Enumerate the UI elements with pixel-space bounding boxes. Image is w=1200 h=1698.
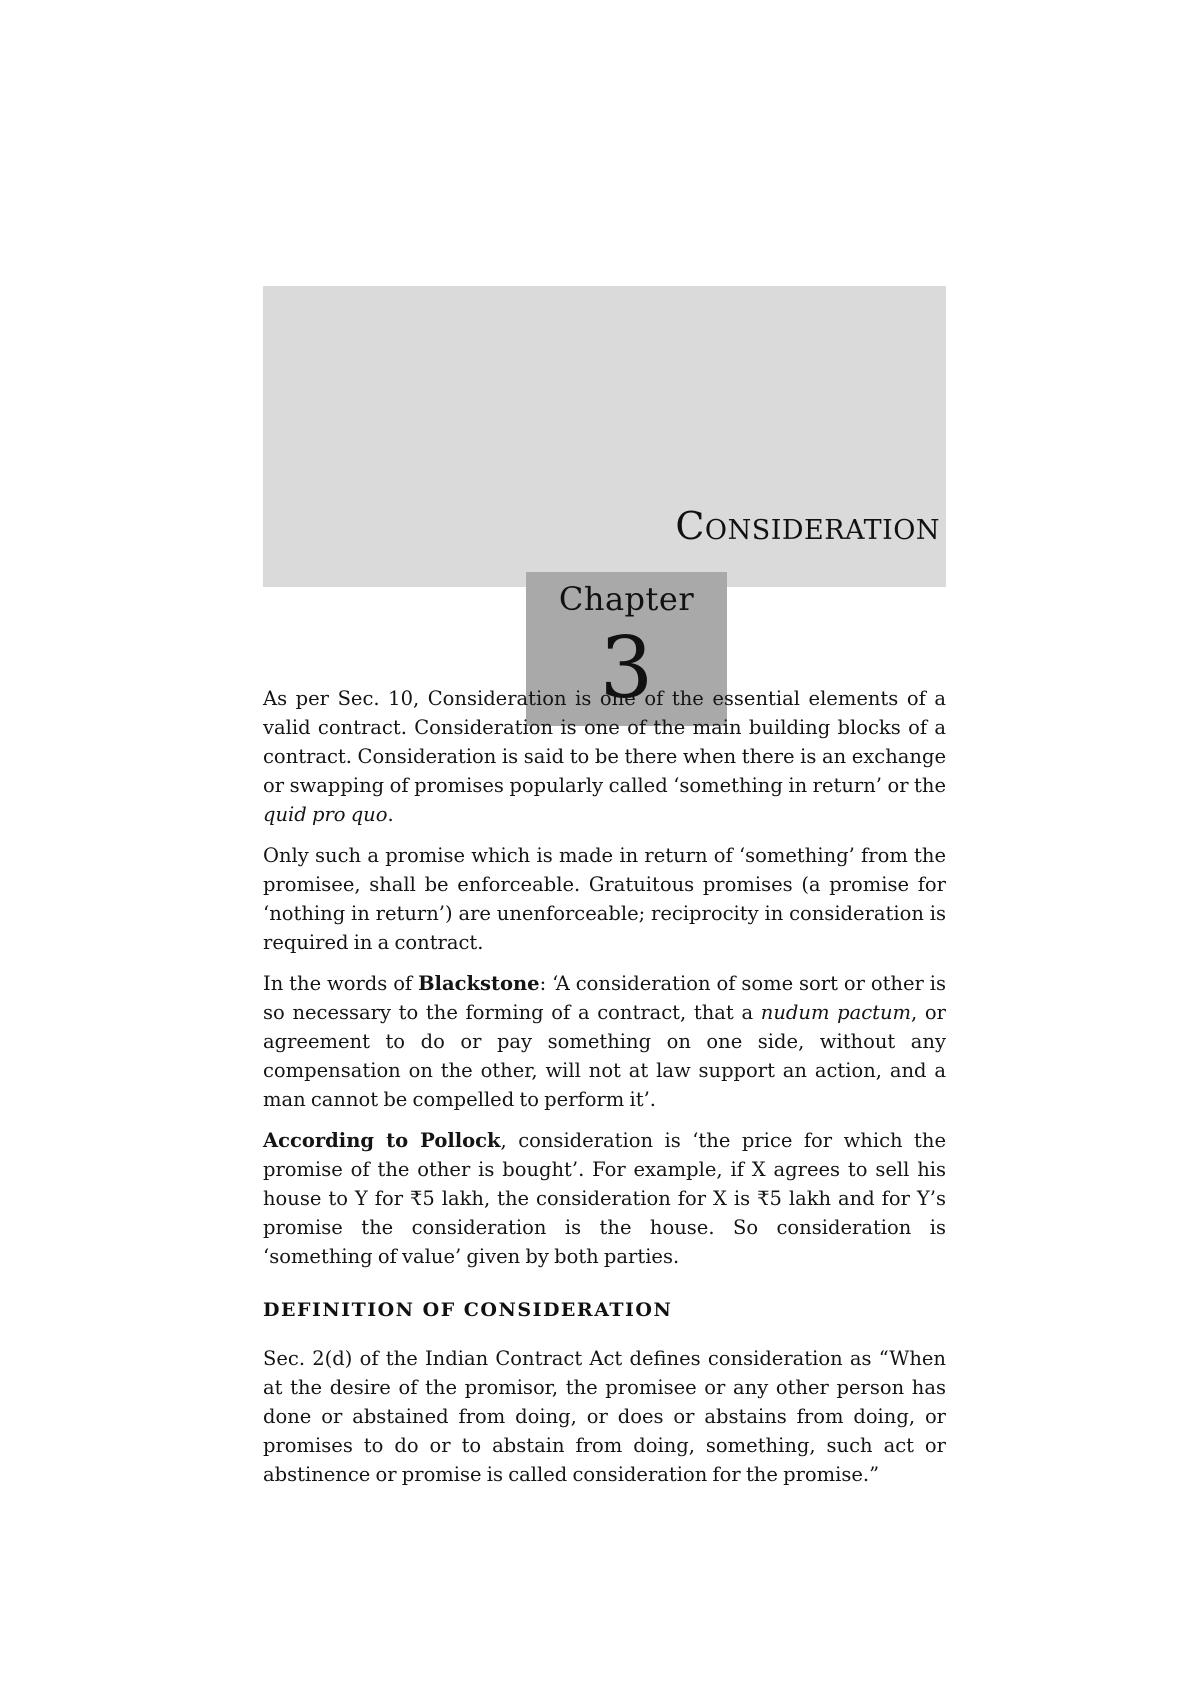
enforceability-paragraph: Only such a promise which is made in return of ‘something’ from the promisee, shall be enforceable. Gratuitous promises (a promise for ‘nothing in return’) are unenforceable; reciprocity in consideration is required in a contract. bbox=[263, 844, 946, 954]
pollock-text: , consideration is ‘the price for which the promise of the other is bought’. For example, if X agrees to sell his house to Y for ₹5 lakh, the consideration for X is ₹5 lakh and for Y’s promise the consideration is the house. So consideration is ‘something of value’ given by both parties. bbox=[263, 1129, 946, 1268]
blackstone-quote-start: : ‘A consideration of some sort or other is so necessary to the forming of a contract, that a bbox=[263, 972, 946, 1024]
chapter-body bbox=[263, 684, 946, 1489]
blackstone-quote-end: , or agreement to do or pay something on one side, without any compensation on the other, will not at law support an action, and a man cannot be compelled to perform it’. bbox=[263, 1001, 946, 1111]
chapter-header-band bbox=[263, 286, 946, 717]
blackstone-lead: In the words of bbox=[263, 972, 419, 995]
blackstone-paragraph bbox=[263, 969, 946, 1114]
chapter-label: Chapter bbox=[558, 580, 695, 618]
pollock-paragraph bbox=[263, 1126, 946, 1271]
blackstone-name: Blackstone bbox=[418, 972, 540, 995]
chapter-title: Consideration bbox=[675, 504, 940, 548]
intro-latin-term: quid pro quo bbox=[263, 803, 388, 826]
intro-text: As per Sec. 10, Consideration is one of the essential elements of a valid contract. Consideration is one of the main building blocks of a contract. Consideration is said to be there when there is an exchange or swapping of promises popularly called ‘something in return’ or the bbox=[263, 687, 946, 797]
pollock-lead: According to Pollock bbox=[263, 1129, 501, 1152]
intro-end: . bbox=[387, 803, 394, 826]
definition-heading: DEFINITION OF CONSIDERATION bbox=[263, 1299, 673, 1321]
blackstone-latin-term: nudum pactum bbox=[760, 1001, 912, 1024]
chapter-number: 3 bbox=[599, 619, 654, 717]
intro-paragraph bbox=[263, 684, 946, 829]
definition-paragraph: Sec. 2(d) of the Indian Contract Act defines consideration as “When at the desire of the promisor, the promisee or any other person has done or abstained from doing, or does or abstains from doing, or promises to do or to abstain from doing, something, such act or abstinence or promise is called consideration for the promise.” bbox=[263, 1347, 946, 1486]
